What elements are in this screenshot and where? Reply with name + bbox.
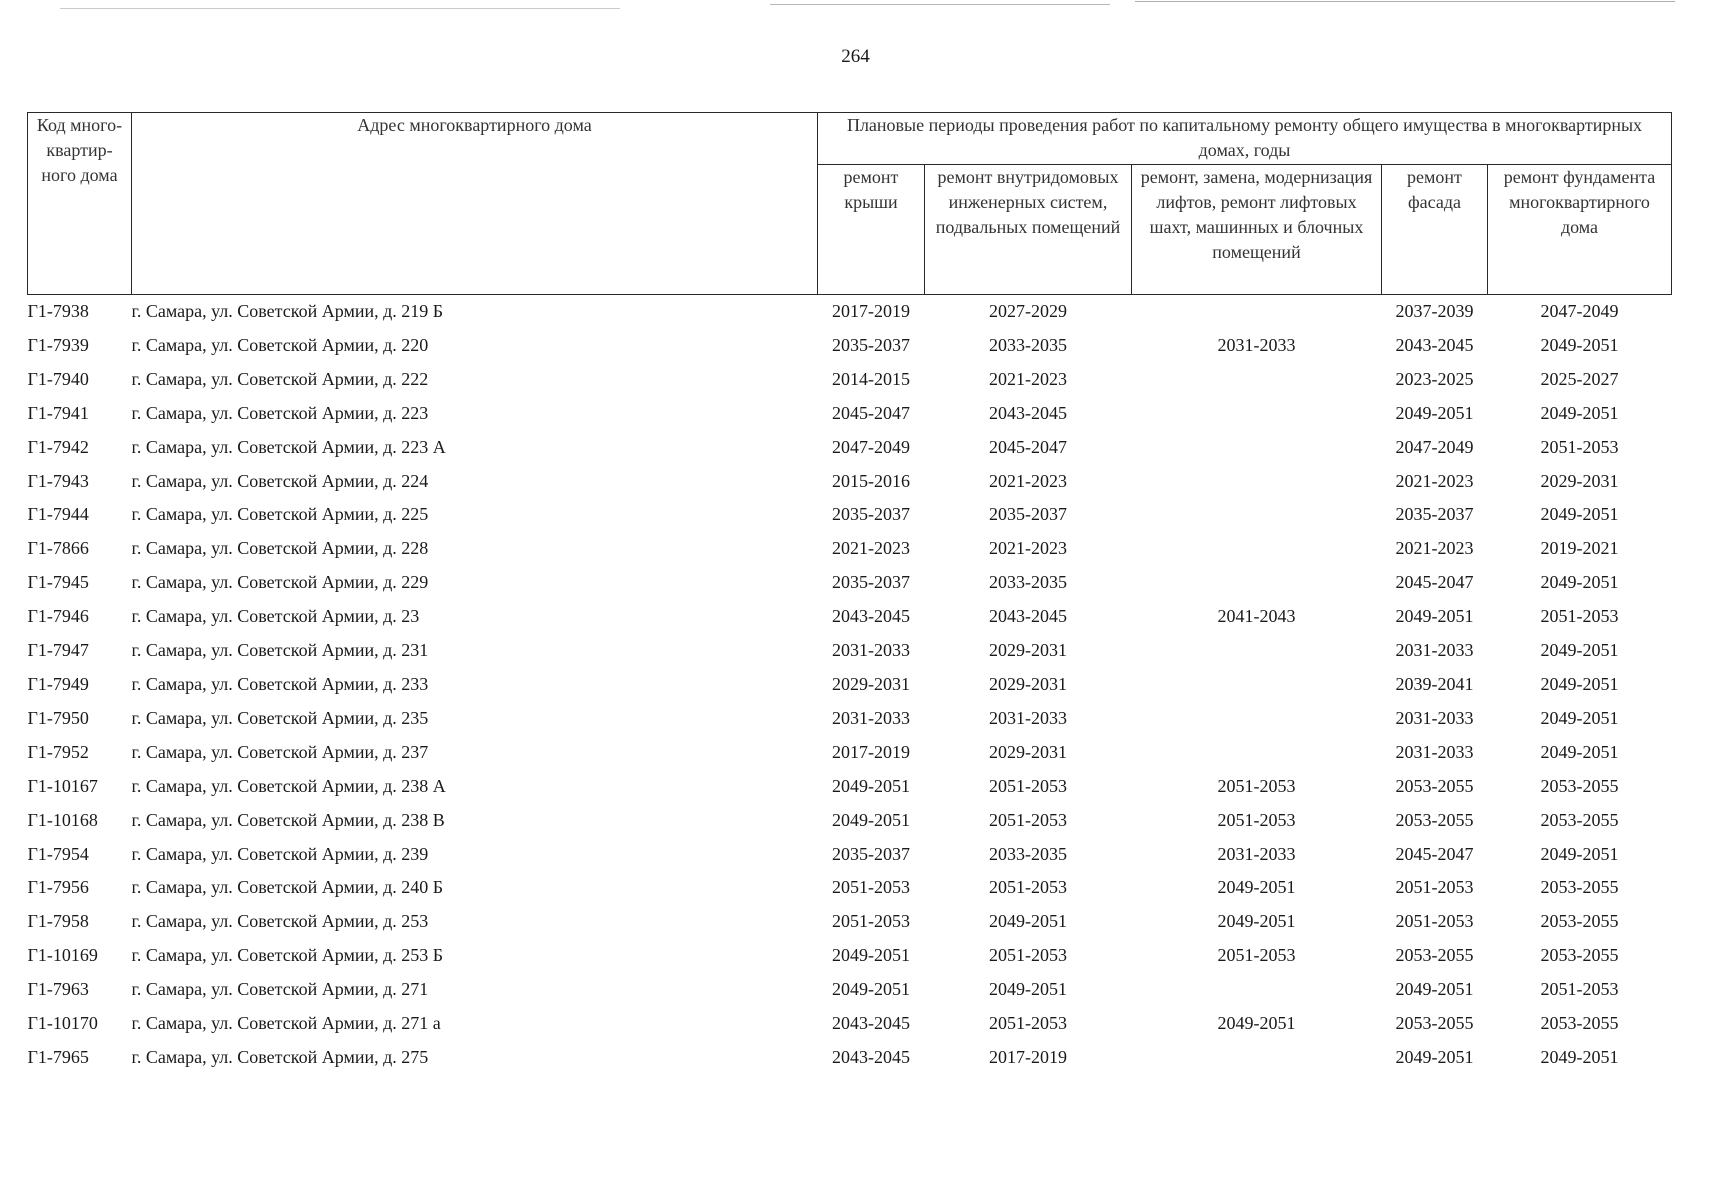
table-row: [28, 600, 1672, 634]
cell-code: Г1-7946: [27, 606, 89, 627]
cell-roof: 2035-2037: [832, 572, 910, 593]
cell-roof: 2017-2019: [832, 301, 910, 321]
cell-systems: 2021-2023: [989, 538, 1067, 559]
header-facade: ремонт фасада: [1382, 164, 1488, 294]
cell-facade: 2045-2047: [1395, 843, 1474, 864]
cell-address: г. Самара, ул. Советской Армии, д. 237: [131, 741, 429, 762]
cell-facade: 2047-2049: [1395, 436, 1474, 457]
table-row: [28, 736, 1672, 770]
cell-foundation: 2053-2055: [1540, 945, 1619, 966]
table-row: [28, 465, 1672, 499]
cell-address: г. Самара, ул. Советской Армии, д. 271: [131, 979, 429, 1000]
table-body: [28, 295, 1672, 1075]
cell-lifts: 2041-2043: [1217, 606, 1296, 627]
cell-foundation: 2051-2053: [1540, 606, 1619, 627]
cell-systems: 2029-2031: [989, 640, 1067, 661]
table-row: [28, 1007, 1672, 1041]
cell-code: Г1-7939: [27, 334, 89, 355]
cell-facade: 2049-2051: [1395, 606, 1474, 627]
cell-code: Г1-7866: [27, 538, 89, 559]
cell-address: г. Самара, ул. Советской Армии, д. 228: [131, 538, 429, 559]
cell-code: Г1-7949: [27, 673, 89, 694]
cell-code: Г1-10167: [27, 775, 98, 796]
cell-roof: 2049-2051: [832, 945, 910, 966]
cell-lifts: [1132, 736, 1382, 770]
cell-systems: 2021-2023: [989, 470, 1067, 491]
cell-lifts: 2049-2051: [1217, 1013, 1296, 1034]
cell-code: Г1-7945: [27, 572, 89, 593]
cell-foundation: 2053-2055: [1540, 877, 1619, 898]
cell-address: г. Самара, ул. Советской Армии, д. 225: [131, 504, 429, 525]
cell-code: Г1-7958: [27, 911, 89, 932]
cell-address: г. Самара, ул. Советской Армии, д. 220: [131, 334, 429, 355]
cell-systems: 2033-2035: [989, 334, 1067, 355]
cell-systems: 2029-2031: [989, 673, 1067, 694]
header-lifts: ремонт, замена, модернизация лифтов, ремонт лифтовых шахт, машинных и блочных помещений: [1132, 164, 1382, 294]
cell-code: Г1-10170: [27, 1013, 98, 1034]
scan-artifact-line: [1135, 1, 1675, 2]
cell-facade: 2043-2045: [1395, 334, 1474, 355]
cell-foundation: 2049-2051: [1540, 843, 1619, 864]
cell-lifts: [1132, 566, 1382, 600]
table-row: [28, 668, 1672, 702]
cell-roof: 2047-2049: [832, 436, 910, 457]
cell-roof: 2051-2053: [832, 911, 910, 932]
cell-systems: 2043-2045: [989, 402, 1067, 423]
cell-foundation: 2053-2055: [1540, 1013, 1619, 1034]
cell-facade: 2031-2033: [1395, 707, 1474, 728]
table-row: [28, 770, 1672, 804]
cell-foundation: 2047-2049: [1540, 301, 1619, 321]
header-roof: ремонт крыши: [818, 164, 925, 294]
cell-address: г. Самара, ул. Советской Армии, д. 231: [131, 640, 429, 661]
cell-facade: 2049-2051: [1395, 402, 1474, 423]
cell-facade: 2045-2047: [1395, 572, 1474, 593]
cell-facade: 2051-2053: [1395, 877, 1474, 898]
table-row: [28, 498, 1672, 532]
table-row: [28, 939, 1672, 973]
cell-lifts: [1132, 702, 1382, 736]
cell-lifts: [1132, 397, 1382, 431]
cell-code: Г1-7942: [27, 436, 89, 457]
cell-facade: 2035-2037: [1395, 504, 1474, 525]
cell-address: г. Самара, ул. Советской Армии, д. 238 В: [131, 809, 445, 830]
cell-roof: 2043-2045: [832, 1046, 910, 1067]
cell-roof: 2049-2051: [832, 979, 910, 1000]
table-row: [28, 532, 1672, 566]
cell-foundation: 2029-2031: [1540, 470, 1619, 491]
cell-facade: 2053-2055: [1395, 809, 1474, 830]
cell-roof: 2045-2047: [832, 402, 910, 423]
cell-address: г. Самара, ул. Советской Армии, д. 233: [131, 673, 429, 694]
cell-systems: 2021-2023: [989, 368, 1067, 389]
cell-foundation: 2053-2055: [1540, 775, 1619, 796]
cell-foundation: 2049-2051: [1540, 402, 1619, 423]
cell-lifts: 2051-2053: [1217, 945, 1296, 966]
cell-address: г. Самара, ул. Советской Армии, д. 275: [131, 1046, 429, 1067]
cell-foundation: 2049-2051: [1540, 640, 1619, 661]
table-row: [28, 566, 1672, 600]
cell-roof: 2043-2045: [832, 606, 910, 627]
table-row: [28, 702, 1672, 736]
cell-foundation: 2051-2053: [1540, 436, 1619, 457]
scan-artifact-line: [770, 4, 1110, 5]
cell-foundation: 2049-2051: [1540, 673, 1619, 694]
cell-facade: 2039-2041: [1395, 673, 1474, 694]
cell-lifts: 2051-2053: [1217, 809, 1296, 830]
cell-roof: 2049-2051: [832, 809, 910, 830]
cell-facade: 2049-2051: [1395, 979, 1474, 1000]
table-row: [28, 1041, 1672, 1075]
cell-lifts: [1132, 668, 1382, 702]
cell-code: Г1-7952: [27, 741, 89, 762]
cell-systems: 2031-2033: [989, 707, 1067, 728]
cell-roof: 2035-2037: [832, 504, 910, 525]
cell-code: Г1-7943: [27, 470, 89, 491]
cell-facade: 2049-2051: [1395, 1046, 1474, 1067]
cell-systems: 2049-2051: [989, 911, 1067, 932]
cell-systems: 2051-2053: [989, 945, 1067, 966]
cell-lifts: 2049-2051: [1217, 911, 1296, 932]
cell-address: г. Самара, ул. Советской Армии, д. 271 а: [131, 1013, 441, 1034]
cell-code: Г1-7950: [27, 707, 89, 728]
cell-address: г. Самара, ул. Советской Армии, д. 219 Б: [131, 301, 444, 321]
header-periods: Плановые периоды проведения работ по капитальному ремонту общего имущества в многоквартирных домах, годы: [818, 113, 1672, 165]
table-row: [28, 431, 1672, 465]
cell-address: г. Самара, ул. Советской Армии, д. 253 Б: [131, 945, 444, 966]
header-foundation: ремонт фундамента многоквартирного дома: [1488, 164, 1672, 294]
cell-facade: 2021-2023: [1395, 538, 1474, 559]
cell-facade: 2037-2039: [1395, 301, 1474, 321]
header-systems: ремонт внутридомовых инженерных систем, подвальных помещений: [925, 164, 1132, 294]
cell-roof: 2051-2053: [832, 877, 910, 898]
cell-systems: 2035-2037: [989, 504, 1067, 525]
cell-lifts: 2051-2053: [1217, 775, 1296, 796]
cell-systems: 2043-2045: [989, 606, 1067, 627]
cell-systems: 2029-2031: [989, 741, 1067, 762]
cell-facade: 2021-2023: [1395, 470, 1474, 491]
scan-artifact-line: [60, 8, 620, 9]
table-row: [28, 871, 1672, 905]
cell-roof: 2049-2051: [832, 775, 910, 796]
cell-foundation: 2053-2055: [1540, 911, 1619, 932]
cell-foundation: 2049-2051: [1540, 741, 1619, 762]
cell-facade: 2053-2055: [1395, 1013, 1474, 1034]
cell-foundation: 2051-2053: [1540, 979, 1619, 1000]
header-address: Адрес многоквартирного дома: [132, 113, 818, 295]
cell-address: г. Самара, ул. Советской Армии, д. 23: [131, 606, 420, 627]
cell-lifts: [1132, 634, 1382, 668]
cell-roof: 2021-2023: [832, 538, 910, 559]
cell-foundation: 2019-2021: [1540, 538, 1619, 559]
cell-lifts: 2031-2033: [1217, 843, 1296, 864]
cell-code: Г1-7954: [27, 843, 89, 864]
cell-lifts: [1132, 465, 1382, 499]
cell-roof: 2035-2037: [832, 334, 910, 355]
cell-foundation: 2025-2027: [1540, 368, 1619, 389]
cell-address: г. Самара, ул. Советской Армии, д. 253: [131, 911, 429, 932]
cell-systems: 2045-2047: [989, 436, 1067, 457]
cell-roof: 2014-2015: [832, 368, 910, 389]
repair-schedule-table: [27, 112, 1672, 1075]
cell-address: г. Самара, ул. Советской Армии, д. 238 А: [131, 775, 446, 796]
cell-address: г. Самара, ул. Советской Армии, д. 223: [131, 402, 429, 423]
cell-systems: 2051-2053: [989, 809, 1067, 830]
cell-systems: 2017-2019: [989, 1046, 1067, 1067]
cell-address: г. Самара, ул. Советской Армии, д. 229: [131, 572, 429, 593]
cell-systems: 2027-2029: [989, 301, 1067, 321]
cell-address: г. Самара, ул. Советской Армии, д. 235: [131, 707, 429, 728]
cell-facade: 2031-2033: [1395, 741, 1474, 762]
cell-systems: 2051-2053: [989, 1013, 1067, 1034]
cell-systems: 2033-2035: [989, 843, 1067, 864]
cell-address: г. Самара, ул. Советской Армии, д. 224: [131, 470, 429, 491]
cell-code: Г1-10168: [27, 809, 98, 830]
cell-lifts: [1132, 363, 1382, 397]
cell-roof: 2015-2016: [832, 470, 910, 491]
table-row: [28, 804, 1672, 838]
table-row: [28, 634, 1672, 668]
cell-roof: 2043-2045: [832, 1013, 910, 1034]
cell-lifts: 2031-2033: [1217, 334, 1296, 355]
table-row: [28, 363, 1672, 397]
cell-roof: 2017-2019: [832, 741, 910, 762]
cell-code: Г1-7940: [27, 368, 89, 389]
table-row: [28, 905, 1672, 939]
cell-systems: 2051-2053: [989, 877, 1067, 898]
cell-foundation: 2049-2051: [1540, 572, 1619, 593]
cell-address: г. Самара, ул. Советской Армии, д. 223 А: [131, 436, 446, 457]
cell-code: Г1-7963: [27, 979, 89, 1000]
cell-code: Г1-7941: [27, 402, 89, 423]
cell-lifts: [1132, 1041, 1382, 1075]
cell-code: Г1-7956: [27, 877, 89, 898]
cell-roof: 2031-2033: [832, 707, 910, 728]
cell-systems: 2049-2051: [989, 979, 1067, 1000]
cell-address: г. Самара, ул. Советской Армии, д. 240 Б: [131, 877, 444, 898]
cell-systems: 2033-2035: [989, 572, 1067, 593]
table-row: [28, 397, 1672, 431]
cell-lifts: [1132, 498, 1382, 532]
cell-roof: 2029-2031: [832, 673, 910, 694]
cell-lifts: [1132, 532, 1382, 566]
cell-facade: 2031-2033: [1395, 640, 1474, 661]
cell-roof: 2035-2037: [832, 843, 910, 864]
cell-facade: 2023-2025: [1395, 368, 1474, 389]
table-row: [28, 295, 1672, 329]
cell-facade: 2051-2053: [1395, 911, 1474, 932]
cell-roof: 2031-2033: [832, 640, 910, 661]
cell-code: Г1-7947: [27, 640, 89, 661]
header-code: Код много-квартир-ного дома: [28, 113, 132, 295]
cell-code: Г1-7944: [27, 504, 89, 525]
table-row: [28, 973, 1672, 1007]
cell-facade: 2053-2055: [1395, 775, 1474, 796]
cell-foundation: 2049-2051: [1540, 504, 1619, 525]
cell-address: г. Самара, ул. Советской Армии, д. 222: [131, 368, 429, 389]
cell-foundation: 2049-2051: [1540, 1046, 1619, 1067]
cell-facade: 2053-2055: [1395, 945, 1474, 966]
cell-foundation: 2053-2055: [1540, 809, 1619, 830]
cell-address: г. Самара, ул. Советской Армии, д. 239: [131, 843, 429, 864]
cell-lifts: 2049-2051: [1217, 877, 1296, 898]
cell-foundation: 2049-2051: [1540, 707, 1619, 728]
cell-foundation: 2049-2051: [1540, 334, 1619, 355]
cell-lifts: [1132, 431, 1382, 465]
table-row: [28, 838, 1672, 872]
cell-systems: 2051-2053: [989, 775, 1067, 796]
cell-code: Г1-7938: [27, 301, 89, 321]
cell-code: Г1-7965: [27, 1046, 89, 1067]
table-row: [28, 329, 1672, 363]
cell-lifts: [1132, 295, 1382, 329]
cell-code: Г1-10169: [27, 945, 98, 966]
cell-lifts: [1132, 973, 1382, 1007]
page-number: 264: [841, 46, 870, 67]
